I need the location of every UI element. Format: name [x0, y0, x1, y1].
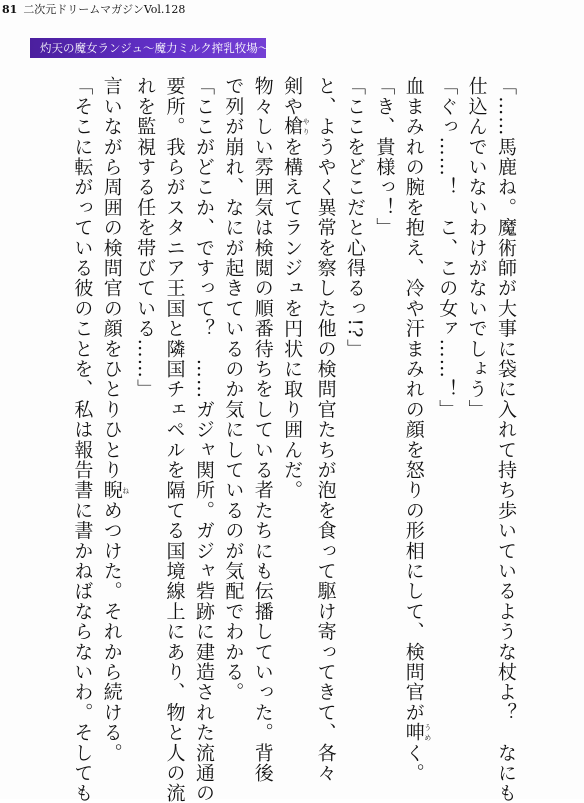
ruby-base: 呻 — [402, 722, 425, 743]
story-title-banner — [30, 38, 270, 58]
text-line — [432, 76, 461, 716]
text-line — [218, 76, 247, 716]
text-line — [310, 76, 339, 783]
text-segment: 剣や — [281, 76, 304, 117]
text-segment: く。 — [402, 742, 425, 784]
text-segment: 言いながら周囲の検問官の顔をひとりひとり — [100, 76, 123, 480]
ruby-reading: やり — [302, 116, 311, 137]
text-line — [130, 76, 159, 716]
text-segment: 「ぐっ……！ こ、この女ァ……！」 — [436, 76, 459, 420]
text-line — [96, 76, 130, 763]
text-line — [159, 76, 188, 803]
text-line — [67, 76, 96, 803]
ruby-annotation — [281, 116, 311, 137]
ruby-base: 槍 — [281, 116, 304, 137]
text-segment: 血まみれの腕を抱え、冷や汗まみれの顔を怒りの形相にして、検問官が — [402, 76, 425, 723]
text-segment: 要所。我らがスタニア王国と隣国チェペルを隔てる国境線上にあり、物と人の流 — [163, 76, 186, 803]
text-line — [277, 76, 310, 716]
text-segment: 「そこに転がっている彼のことを、私は報告書に書かねばならないわ。そしても — [71, 76, 94, 803]
text-segment: 「……馬鹿ね。魔術師が大事に袋に入れて持ち歩いているような杖よ？ なにも — [495, 76, 517, 803]
text-line — [340, 76, 369, 716]
text-line — [247, 76, 276, 783]
text-segment: 「ここがどこか、ですって？ ……ガジャ関所。ガジャ砦跡に建造された流通の — [192, 76, 215, 803]
story-title: 灼天の魔女ランジュ〜魔力ミルク搾乳牧場〜 — [40, 41, 270, 55]
text-segment: れを監視する任を帯びている……」 — [134, 76, 157, 400]
ruby-reading: ね — [121, 480, 130, 501]
text-segment: 物々しい雰囲気は検閲の順番待ちをしている者たちにも伝播していった。背後 — [251, 76, 274, 783]
text-segment: 「き、貴様っ！」 — [373, 76, 396, 238]
text-line — [369, 76, 398, 716]
ruby-annotation — [402, 722, 432, 743]
ruby-base: 睨 — [100, 480, 123, 501]
text-segment: 「ここをどこだと心得るっ!?」 — [343, 76, 366, 359]
text-segment: で列が崩れ、なにが起きているのか気にしているのが気配でわかる。 — [222, 76, 245, 703]
text-segment: 仕込んでいないわけがないでしょう」 — [465, 76, 488, 420]
text-line — [398, 76, 432, 784]
magazine-title: 二次元ドリームマガジンVol.128 — [23, 3, 186, 16]
text-line — [491, 76, 520, 803]
text-segment: と、ようやく異常を察した他の検問官たちが泡を食って駆け寄ってきて、各々 — [314, 76, 337, 783]
text-line — [189, 76, 218, 803]
text-segment: を構えてランジュを円状に取り囲んだ。 — [281, 136, 304, 501]
text-segment: めつけた。それから続ける。 — [100, 500, 123, 763]
ruby-reading: うめ — [423, 722, 432, 743]
page-header — [2, 2, 185, 18]
story-body — [50, 76, 520, 803]
text-line — [461, 76, 490, 716]
page-number: 81 — [2, 3, 18, 16]
ruby-annotation — [100, 480, 130, 501]
